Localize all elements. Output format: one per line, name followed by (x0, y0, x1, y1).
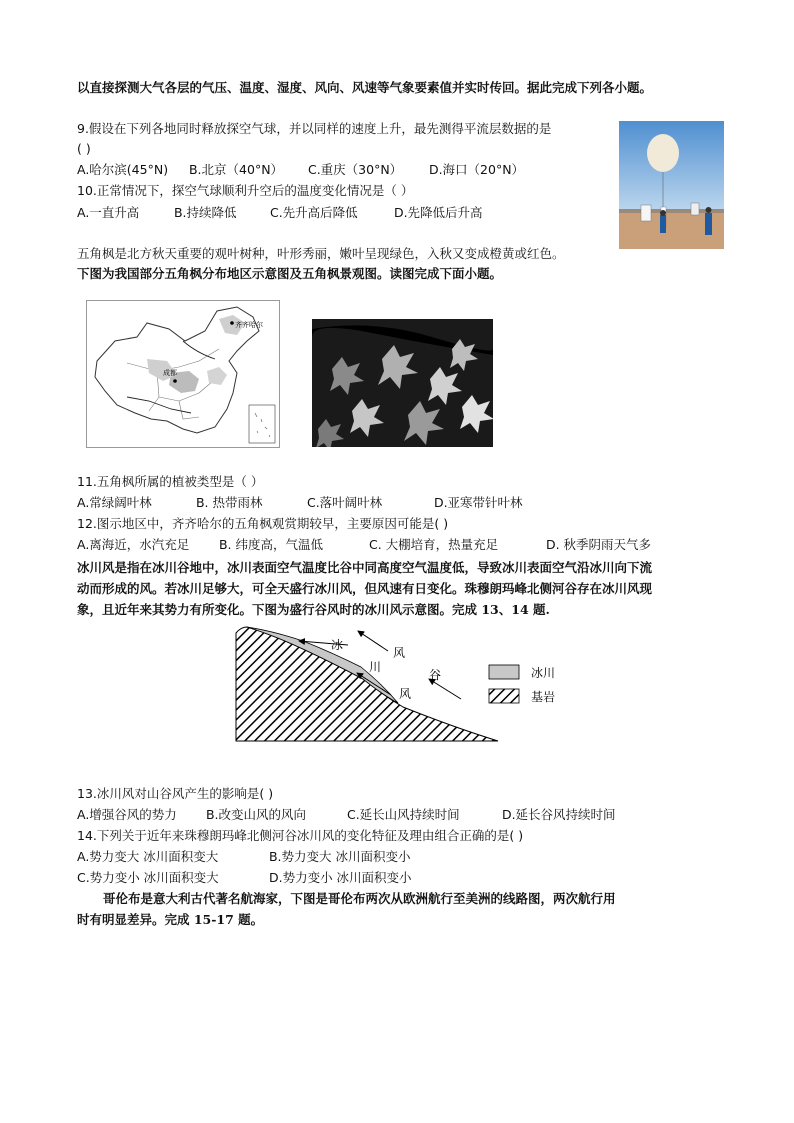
question-9-options (77, 161, 524, 179)
legend-glacier-label: 冰川 (531, 666, 556, 680)
diagram-label-feng-2: 风 (399, 687, 412, 701)
option-c: C. 大棚培育，热量充足 (368, 537, 499, 552)
option-a: A.哈尔滨(45°N) (77, 162, 169, 177)
option-c: C.延长山风持续时间 (346, 807, 460, 822)
question-11-stem: 11.五角枫所属的植被类型是（ ） (77, 474, 264, 489)
question-10-stem: 10.正常情况下，探空气球顺利升空后的温度变化情况是（ ） (77, 183, 414, 198)
question-11-options (77, 494, 523, 512)
option-b: B. 纬度高，气温低 (218, 537, 324, 552)
option-c: C.重庆（30°N） (307, 162, 403, 177)
option-d: D.势力变小 冰川面积变小 (268, 870, 412, 885)
option-b: B.北京（40°N） (188, 162, 284, 177)
glacier-paragraph-line-1: 冰川风是指在冰川谷地中，冰川表面空气温度比谷中同高度空气温度低，导致冰川表面空气沿冰川向下流 (77, 560, 653, 575)
option-b: B.势力变大 冰川面积变小 (268, 849, 411, 864)
legend-bedrock-label: 基岩 (531, 690, 556, 704)
question-10-options (77, 204, 483, 222)
question-14-options-row-2 (77, 869, 412, 887)
china-map-figure (86, 300, 280, 448)
option-b: B. 热带雨林 (195, 495, 263, 510)
option-d: D.海口（20°N） (428, 162, 525, 177)
option-d: D. 秋季阴雨天气多 (545, 537, 652, 552)
option-a: A.势力变大 冰川面积变大 (77, 849, 219, 864)
maple-instruction: 下图为我国部分五角枫分布地区示意图及五角枫景观图。读图完成下面小题。 (77, 266, 503, 281)
legend-bedrock-swatch (489, 689, 519, 703)
option-d: D.先降低后升高 (393, 205, 483, 220)
option-a: A.常绿阔叶林 (77, 495, 152, 510)
option-a: A.一直升高 (77, 205, 140, 220)
question-13-options (77, 806, 616, 824)
option-c: C.势力变小 冰川面积变大 (77, 870, 219, 885)
weather-balloon-photo (619, 121, 724, 249)
columbus-paragraph-line-2: 时有明显差异。完成 15-17 题。 (77, 912, 264, 927)
diagram-label-bing: 冰 (331, 638, 344, 652)
question-14-options-row-1 (77, 848, 411, 866)
question-12-options (77, 536, 651, 554)
map-label-chengdu: 成都 (163, 369, 177, 377)
maple-intro: 五角枫是北方秋天重要的观叶树种，叶形秀丽，嫩叶呈现绿色，入秋又变成橙黄或红色。 (77, 246, 565, 261)
question-14-stem: 14.下列关于近年来珠穆朗玛峰北侧河谷冰川风的变化特征及理由组合正确的是( ) (77, 828, 524, 843)
option-a: A.离海近，水汽充足 (77, 537, 190, 552)
diagram-label-feng-1: 风 (393, 646, 406, 660)
question-9-stem: 9.假设在下列各地同时释放探空气球，并以同样的速度上升，最先测得平流层数据的是 (77, 121, 552, 136)
option-b: B.持续降低 (173, 205, 237, 220)
option-d: D.延长谷风持续时间 (501, 807, 616, 822)
option-c: C.先升高后降低 (269, 205, 358, 220)
maple-leaves-photo (312, 319, 493, 447)
option-c: C.落叶阔叶林 (306, 495, 383, 510)
glacier-wind-diagram (233, 623, 573, 745)
question-9-answer-blank: ( ) (77, 141, 91, 156)
intro-paragraph: 以直接探测大气各层的气压、温度、湿度、风向、风速等气象要素值并实时传回。据此完成下列各小题。 (77, 80, 653, 95)
question-13-stem: 13.冰川风对山谷风产生的影响是( ) (77, 786, 274, 801)
glacier-paragraph-line-3: 象，且近年来其势力有所变化。下图为盛行谷风时的冰川风示意图。完成 13、14 题. (77, 602, 550, 617)
option-b: B.改变山风的风向 (205, 807, 307, 822)
question-12-stem: 12.图示地区中，齐齐哈尔的五角枫观赏期较早，主要原因可能是( ) (77, 516, 449, 531)
map-label-qiqihar: 齐齐哈尔 (235, 321, 263, 329)
legend-glacier-swatch (489, 665, 519, 679)
diagram-label-chuan: 川 (369, 660, 382, 674)
columbus-paragraph-line-1: 哥伦布是意大利古代著名航海家，下图是哥伦布两次从欧洲航行至美洲的线路图，两次航行用 (103, 891, 616, 906)
option-d: D.亚寒带针叶林 (433, 495, 523, 510)
glacier-paragraph-line-2: 动而形成的风。若冰川足够大，可全天盛行冰川风，但风速有日变化。珠穆朗玛峰北侧河谷存在冰川风现 (77, 581, 653, 596)
option-a: A.增强谷风的势力 (77, 807, 177, 822)
diagram-label-gu: 谷 (429, 668, 442, 682)
